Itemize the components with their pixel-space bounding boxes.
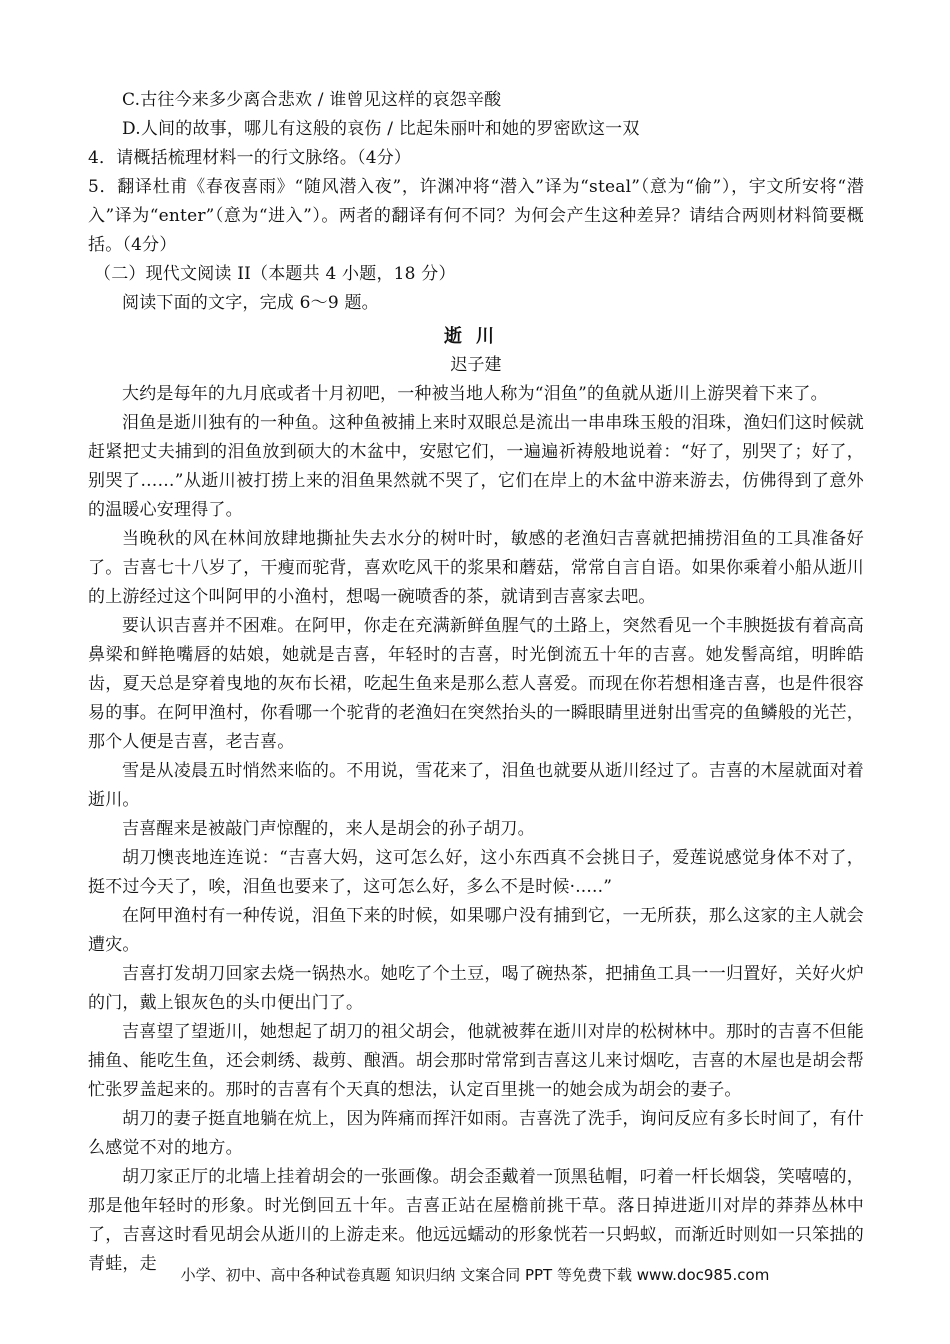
article-title: 逝川 xyxy=(444,326,508,347)
option-d: D.人间的故事，哪儿有这般的哀伤 / 比起朱丽叶和她的罗密欧这一双 xyxy=(122,119,640,139)
reading-instruction: 阅读下面的文字，完成 6～9 题。 xyxy=(122,293,379,313)
article-paragraph: 胡刀的妻子挺直地躺在炕上，因为阵痛而挥汗如雨。吉喜洗了洗手，询问反应有多长时间了，有什么感觉不对的地方。 xyxy=(88,1109,864,1158)
section-header: （二）现代文阅读 II（本题共 4 小题，18 分） xyxy=(94,264,456,284)
article-paragraph: 胡刀家正厅的北墙上挂着胡会的一张画像。胡会歪戴着一顶黑毡帽，叼着一杆长烟袋，笑嘻嘻的，那是他年轻时的形象。时光倒回五十年。吉喜正站在屋檐前挑干草。落日掉进逝川对岸的莽莽丛林中了，吉喜这时看见胡会从逝川的上游走来。他远远蠕动的形象恍若一只蚂蚁，而渐近时则如一只笨拙的青蛙，走 xyxy=(88,1167,864,1274)
article-paragraph: 吉喜醒来是被敲门声惊醒的，来人是胡会的孙子胡刀。 xyxy=(122,819,535,839)
question-4: 4．请概括梳理材料一的行文脉络。（4分） xyxy=(88,148,412,168)
article-paragraph: 吉喜打发胡刀回家去烧一锅热水。她吃了个土豆，喝了碗热茶，把捕鱼工具一一归置好，关好火炉的门，戴上银灰色的头巾便出门了。 xyxy=(88,964,864,1013)
article-paragraph: 泪鱼是逝川独有的一种鱼。这种鱼被捕上来时双眼总是流出一串串珠玉般的泪珠，渔妇们这时候就赶紧把丈夫捕到的泪鱼放到硕大的木盆中，安慰它们，一遍遍祈祷般地说着：“好了，别哭了；好了，别哭了……”从逝川被打捞上来的泪鱼果然就不哭了，它们在岸上的木盆中游来游去，仿佛得到了意外的温暖心安理得了。 xyxy=(88,413,864,520)
article-author: 迟子建 xyxy=(450,355,502,375)
question-5: 5．翻译杜甫《春夜喜雨》“随风潜入夜”，许渊冲将“潜入”译为“steal”（意为“偷”），宇文所安将“潜入”译为“enter”（意为“进入”）。两者的翻译有何不同？为何会产生这种差异？请结合两则材料简要概括。（4分） xyxy=(88,177,864,255)
article-paragraph: 在阿甲渔村有一种传说，泪鱼下来的时候，如果哪户没有捕到它，一无所获，那么这家的主人就会遭灾。 xyxy=(88,906,864,955)
option-c: C.古往今来多少离合悲欢 / 谁曾见这样的哀怨辛酸 xyxy=(122,90,502,110)
page-content xyxy=(88,86,864,1279)
page-footer: 小学、初中、高中各种试卷真题 知识归纳 文案合同 PPT 等免费下载 www.doc985.com xyxy=(180,1266,770,1284)
article-paragraph: 胡刀懊丧地连连说：“吉喜大妈，这可怎么好，这小东西真不会挑日子，爱莲说感觉身体不对了，挺不过今天了，唉，泪鱼也要来了，这可怎么好，多么不是时候·.....” xyxy=(88,848,864,897)
article-paragraph: 吉喜望了望逝川，她想起了胡刀的祖父胡会，他就被葬在逝川对岸的松树林中。那时的吉喜不但能捕鱼、能吃生鱼，还会刺绣、裁剪、酿酒。胡会那时常常到吉喜这儿来讨烟吃，吉喜的木屋也是胡会帮忙张罗盖起来的。那时的吉喜有个天真的想法，认定百里挑一的她会成为胡会的妻子。 xyxy=(88,1022,864,1100)
article-paragraph: 当晚秋的风在林间放肆地撕扯失去水分的树叶时，敏感的老渔妇吉喜就把捕捞泪鱼的工具准备好了。吉喜七十八岁了，干瘦而驼背，喜欢吃风干的浆果和蘑菇，常常自言自语。如果你乘着小船从逝川的上游经过这个叫阿甲的小渔村，想喝一碗喷香的茶，就请到吉喜家去吧。 xyxy=(88,529,864,607)
article-paragraph: 要认识吉喜并不困难。在阿甲，你走在充满新鲜鱼腥气的土路上，突然看见一个丰腴挺拔有着高高鼻梁和鲜艳嘴唇的姑娘，她就是吉喜，年轻时的吉喜，时光倒流五十年的吉喜。她发髻高绾，明眸皓齿，夏天总是穿着曳地的灰布长裙，吃起生鱼来是那么惹人喜爱。而现在你若想相逢吉喜，也是件很容易的事。在阿甲渔村，你看哪一个驼背的老渔妇在突然抬头的一瞬眼睛里迸射出雪亮的鱼鳞般的光芒，那个人便是吉喜，老吉喜。 xyxy=(88,616,864,752)
article-paragraph: 雪是从凌晨五时悄然来临的。不用说，雪花来了，泪鱼也就要从逝川经过了。吉喜的木屋就面对着逝川。 xyxy=(88,761,864,810)
article-paragraph: 大约是每年的九月底或者十月初吧，一种被当地人称为“泪鱼”的鱼就从逝川上游哭着下来了。 xyxy=(122,384,828,404)
